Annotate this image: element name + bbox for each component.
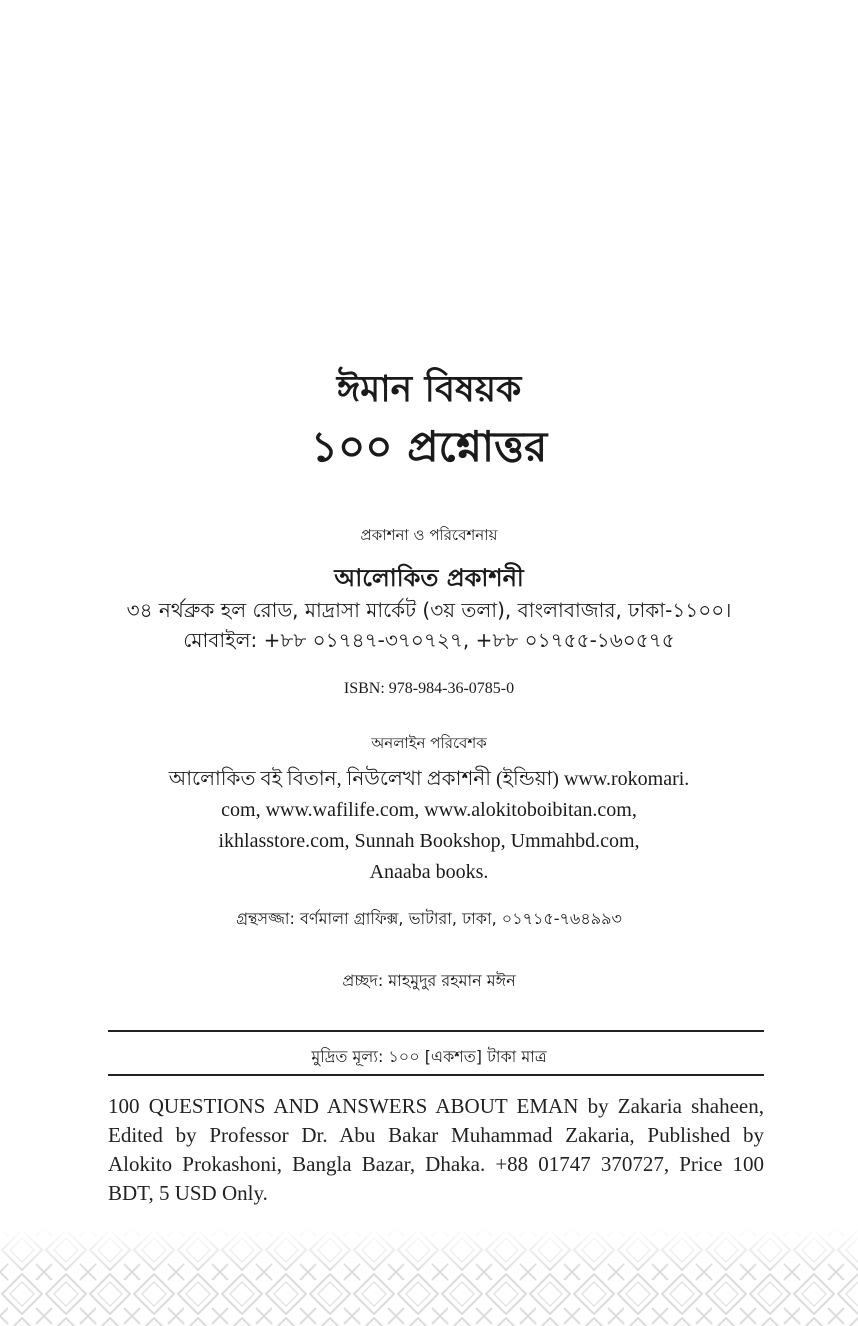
- online-distributor-line: Anaaba books.: [369, 861, 489, 883]
- english-book-info: 100 QUESTIONS AND ANSWERS ABOUT EMAN by Zakaria shaheen, Edited by Professor Dr. Abu Bakar Muhammad Zakaria, Published by Alokito Prokashoni, Bangla Bazar, Dhaka. +88 01747 370727, Price 100 BDT, 5 USD Only.: [108, 1094, 764, 1205]
- online-distributor-line: com, www.wafilife.com, www.alokitoboibitan.com,: [221, 799, 637, 821]
- printed-price: মুদ্রিত মূল্য: ১০০ [একশত] টাকা মাত্র: [311, 1047, 547, 1066]
- online-distributor-list: [120, 764, 738, 888]
- online-distributor-label: অনলাইন পরিবেশক: [371, 734, 487, 752]
- isbn: ISBN: 978-984-36-0785-0: [343, 680, 515, 697]
- online-distributor-line: আলোকিত বই বিতান, নিউলেখা প্রকাশনী (ইন্ডিয়া) www.rokomari.: [168, 768, 690, 790]
- book-title-line-2: ১০০ প্রশ্নোত্তর: [310, 422, 548, 471]
- bottom-divider: [108, 1074, 764, 1076]
- cover-credit: প্রচ্ছদ: মাহমুদুর রহমান মঈন: [342, 971, 516, 990]
- book-title-line-1: ঈমান বিষয়ক: [336, 369, 522, 410]
- publisher-address: ৩৪ নর্থব্রুক হল রোড, মাদ্রাসা মার্কেট (৩য় তলা), বাংলাবাজার, ঢাকা-১১০০।: [126, 598, 732, 622]
- online-distributor-line: ikhlasstore.com, Sunnah Bookshop, Ummahbd.com,: [218, 830, 640, 852]
- decorative-pattern-border: [0, 1228, 858, 1326]
- top-divider: [108, 1030, 764, 1032]
- publisher-name: আলোকিত প্রকাশনী: [334, 564, 524, 592]
- publisher-label: প্রকাশনা ও পরিবেশনায়: [360, 526, 498, 544]
- publisher-mobile: মোবাইল: +৮৮ ০১৭৪৭-৩৭০৭২৭, +৮৮ ০১৭৫৫-১৬০৫৭৫: [183, 628, 675, 652]
- book-design-credit: গ্রন্থসজ্জা: বর্ণমালা গ্রাফিক্স, ভাটারা, ঢাকা, ০১৭১৫-৭৬৪৯৯৩: [236, 909, 622, 928]
